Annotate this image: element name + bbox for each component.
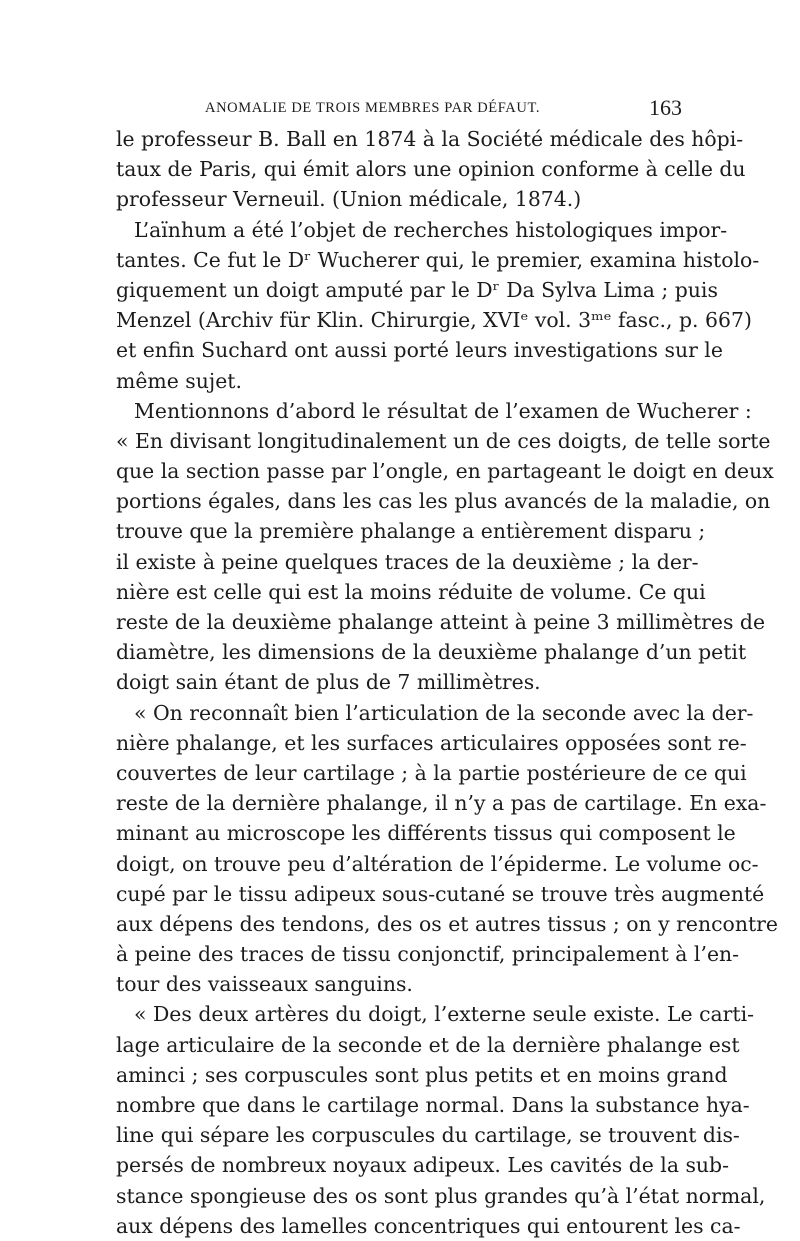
running-head — [110, 95, 682, 120]
text-line: aux dépens des tendons, des os et autres tissus ; on y rencontre — [116, 911, 778, 936]
text-line: doigt, on trouve peu d’altération de l’épiderme. Le volume oc- — [116, 851, 759, 876]
text-line: Menzel (Archiv für Klin. Chirurgie, XVIᵉ vol. 3ᵐᵉ fasc., p. 667) — [116, 308, 752, 333]
text-line: L’aïnhum a été l’objet de recherches histologiques impor- — [134, 217, 728, 242]
paragraph — [116, 999, 766, 1241]
text-line: le professeur B. Ball en 1874 à la Société médicale des hôpi- — [116, 127, 744, 151]
text-line: persés de nombreux noyaux adipeux. Les cavités de la sub- — [116, 1153, 729, 1178]
text-line: portions égales, dans les cas les plus avancés de la maladie, on — [116, 489, 771, 514]
body-text — [116, 124, 778, 1241]
text-line: tour des vaisseaux sanguins. — [116, 972, 413, 997]
text-line: lage articulaire de la seconde et de la dernière phalange est — [116, 1032, 740, 1057]
text-line: « Des deux artères du doigt, l’externe seule existe. Le carti- — [134, 1002, 754, 1027]
page-number: 163 — [649, 95, 682, 120]
text-line: même sujet. — [116, 368, 242, 393]
text-line: et enfin Suchard ont aussi porté leurs investigations sur le — [116, 338, 723, 363]
text-line: giquement un doigt amputé par le Dʳ Da Sylva Lima ; puis — [116, 277, 718, 302]
running-head-title: ANOMALIE DE TROIS MEMBRES PAR DÉFAUT. — [205, 100, 541, 116]
text-line: taux de Paris, qui émit alors une opinion conforme à celle du — [116, 157, 746, 182]
text-line: nière phalange, et les surfaces articulaires opposées sont re- — [116, 730, 747, 755]
text-line: reste de la dernière phalange, il n’y a pas de cartilage. En exa- — [116, 791, 767, 816]
text-line: diamètre, les dimensions de la deuxième phalange d’un petit — [116, 640, 747, 665]
text-line: nombre que dans le cartilage normal. Dans la substance hya- — [116, 1093, 750, 1117]
text-line: que la section passe par l’ongle, en partageant le doigt en deux — [116, 459, 774, 484]
text-line: il existe à peine quelques traces de la deuxième ; la der- — [116, 549, 699, 574]
paragraph — [116, 124, 746, 215]
text-line: « On reconnaît bien l’articulation de la seconde avec la der- — [134, 700, 754, 725]
text-line: reste de la deuxième phalange atteint à peine 3 millimètres de — [116, 610, 766, 634]
text-line: couvertes de leur cartilage ; à la partie postérieure de ce qui — [116, 760, 747, 785]
text-line: aux dépens des lamelles concentriques qui entourent les ca- — [116, 1213, 741, 1238]
text-line: Mentionnons d’abord le résultat de l’examen de Wucherer : — [134, 398, 752, 423]
paragraph — [116, 396, 774, 698]
text-line: tantes. Ce fut le Dʳ Wucherer qui, le premier, examina histolo- — [116, 247, 760, 272]
text-line: minant au microscope les différents tissus qui composent le — [116, 821, 736, 846]
text-line: nière est celle qui est la moins réduite de volume. Ce qui — [116, 579, 706, 604]
text-line: cupé par le tissu adipeux sous-cutané se trouve très augmenté — [116, 881, 765, 906]
text-line: doigt sain étant de plus de 7 millimètres. — [116, 670, 541, 695]
paragraph — [116, 698, 778, 1000]
paragraph — [116, 215, 760, 396]
text-line: trouve que la première phalange a entièrement disparu ; — [116, 519, 706, 544]
text-line: stance spongieuse des os sont plus grandes qu’à l’état normal, — [116, 1183, 766, 1208]
text-line: line qui sépare les corpuscules du cartilage, se trouvent dis- — [116, 1123, 740, 1148]
text-line: à peine des traces de tissu conjonctif, principalement à l’en- — [116, 942, 740, 967]
text-line: « En divisant longitudinalement un de ces doigts, de telle sorte — [116, 428, 771, 453]
text-line: aminci ; ses corpuscules sont plus petits et en moins grand — [116, 1062, 728, 1087]
text-line: professeur Verneuil. (Union médicale, 1874.) — [116, 187, 582, 212]
